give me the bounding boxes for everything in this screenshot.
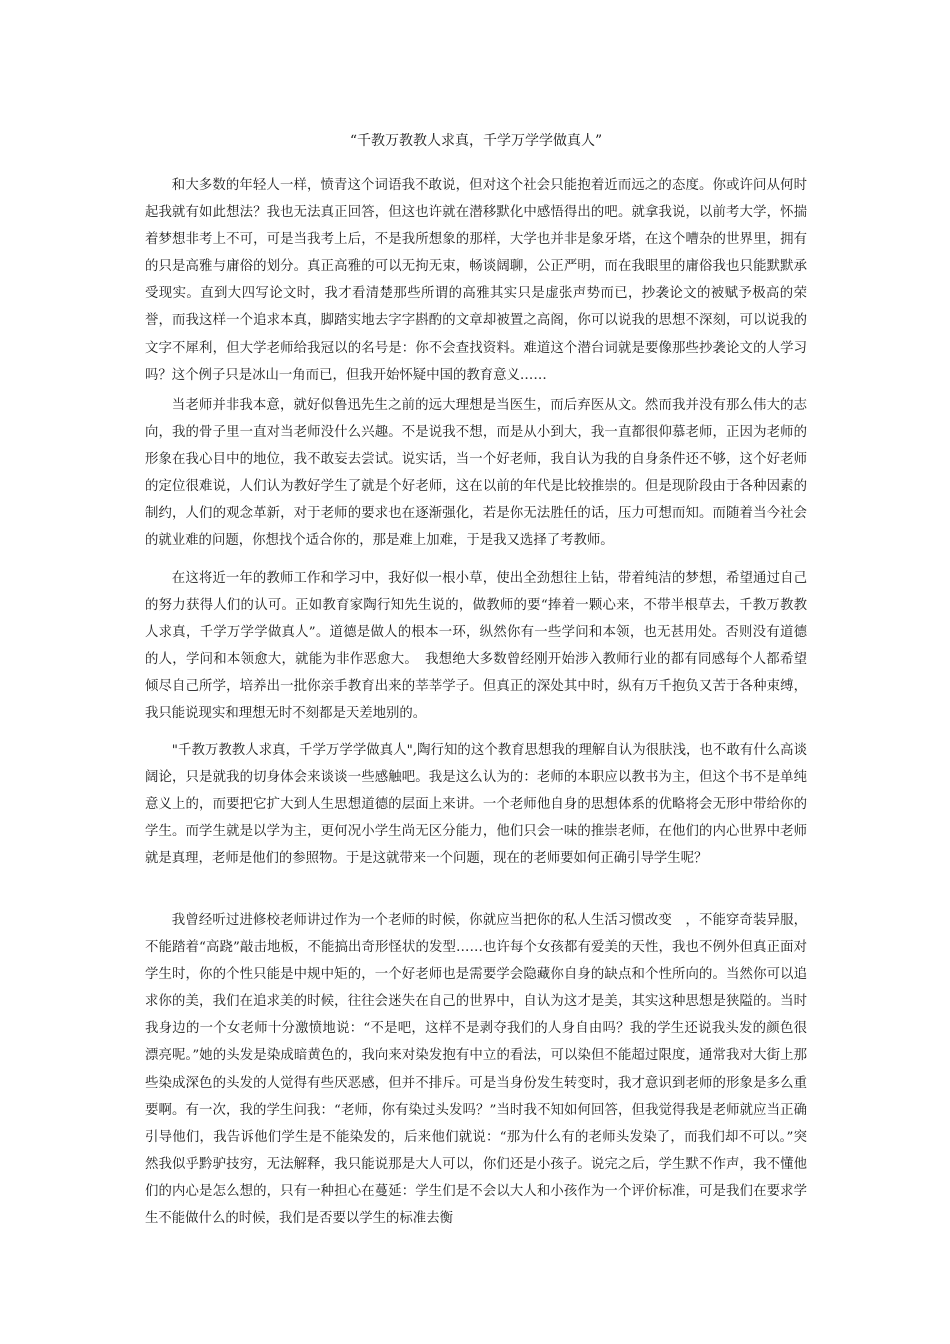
body-paragraph-3: 在这将近一年的教师工作和学习中，我好似一根小草，使出全劲想往上钻，带着纯洁的梦想，希望通过自己的努力获得人们的认可。正如教育家陶行知先生说的，做教师的要“捧着一颗心来，不带半根草去，千教万教教人求真，千学万学学做真人”。道德是做人的根本一环，纵然你有一些学问和本领，也无甚用处。否则没有道德的人，学问和本领愈大，就能为非作恶愈大。 我想绝大多数曾经刚开始涉入教师行业的都有同感每个人都希望倾尽自己所学，培养出一批你亲手教育出来的莘莘学子。但真正的深处其中时，纵有万千抱负又苦于各种束缚，我只能说现实和理想无时不刻都是天差地别的。 xyxy=(145,571,807,722)
document-page xyxy=(145,0,807,1344)
body-paragraph-4: "千教万教教人求真，千学万学学做真人",陶行知的这个教育思想我的理解自认为很肤浅，也不敢有什么高谈阔论，只是就我的切身体会来谈谈一些感触吧。我是这么认为的：老师的本职应以教书为主，但这个书不是单纯意义上的，而要把它扩大到人生思想道德的层面上来讲。一个老师他自身的思想体系的优略将会无形中带给你的学生。而学生就是以学为主，更何况小学生尚无区分能力，他们只会一味的推崇老师，在他们的内心世界中老师就是真理，老师是他们的参照物。于是这就带来一个问题，现在的老师要如何正确引导学生呢？ xyxy=(145,743,807,867)
document-title: “千教万教教人求真，千学万学学做真人” xyxy=(349,133,603,149)
body-paragraph-5: 我曾经听过进修校老师讲过作为一个老师的时候，你就应当把你的私人生活习惯改变 ，不能穿奇装异服，不能踏着“高跷”敲击地板，不能搞出奇形怪状的发型……也许每个女孩都有爱美的天性，我也不例外但真正面对学生时，你的个性只能是中规中矩的，一个好老师也是需要学会隐藏你自身的缺点和个性所向的。当然你可以追求你的美，我们在追求美的时候，往往会迷失在自己的世界中，自认为这才是美，其实这种思想是狭隘的。当时我身边的一个女老师十分激愤地说：“不是吧，这样不是剥夺我们的人身自由吗？我的学生还说我头发的颜色很漂亮呢。”她的头发是染成暗黄色的，我向来对染发抱有中立的看法，可以染但不能超过限度，通常我对大街上那些染成深色的头发的人觉得有些厌恶感，但并不排斥。可是当身份发生转变时，我才意识到老师的形象是多么重要啊。有一次，我的学生问我：“老师，你有染过头发吗？”当时我不知如何回答，但我觉得我是老师就应当正确引导他们，我告诉他们学生是不能染发的，后来他们就说：“那为什么有的老师头发染了，而我们却不可以。”突然我似乎黔驴技穷，无法解释，我只能说那是大人可以，你们还是小孩子。说完之后，学生默不作声，我不懂他们的内心是怎么想的，只有一种担心在蔓延：学生们是不会以大人和小孩作为一个评价标准，可是我们在要求学生不能做什么的时候，我们是否要以学生的标准去衡 xyxy=(145,913,807,1227)
body-paragraph-2: 当老师并非我本意，就好似鲁迅先生之前的远大理想是当医生，而后弃医从文。然而我并没有那么伟大的志向，我的骨子里一直对当老师没什么兴趣。不是说我不想，而是从小到大，我一直都很仰慕老师，正因为老师的形象在我心目中的地位，我不敢妄去尝试。说实话，当一个好老师，我自认为我的自身条件还不够，这个好老师的定位很难说，人们认为教好学生了就是个好老师，这在以前的年代是比较推崇的。但是现阶段由于各种因素的制约，人们的观念革新，对于老师的要求也在逐渐强化，若是你无法胜任的话，压力可想而知。而随着当今社会的就业难的问题，你想找个适合你的，那是难上加难，于是我又选择了考教师。 xyxy=(145,398,807,549)
body-paragraph-1: 和大多数的年轻人一样，愤青这个词语我不敢说，但对这个社会只能抱着近而远之的态度。你或许问从何时起我就有如此想法？我也无法真正回答，但这也许就在潜移默化中感悟得出的吧。就拿我说，以前考大学，怀揣着梦想非考上不可，可是当我考上后，不是我所想象的那样，大学也并非是象牙塔，在这个嘈杂的世界里，拥有的只是高雅与庸俗的划分。真正高雅的可以无拘无束，畅谈阔聊，公正严明，而在我眼里的庸俗我也只能默默承受现实。直到大四写论文时，我才看清楚那些所谓的高雅其实只是虚张声势而已，抄袭论文的被赋予极高的荣誉，而我这样一个追求本真，脚踏实地去字字斟酌的文章却被置之高阁，你可以说我的思想不深刻，可以说我的文字不犀利，但大学老师给我冠以的名号是：你不会查找资料。难道这个潜台词就是要像那些抄袭论文的人学习吗？这个例子只是冰山一角而已，但我开始怀疑中国的教育意义…… xyxy=(145,178,807,383)
